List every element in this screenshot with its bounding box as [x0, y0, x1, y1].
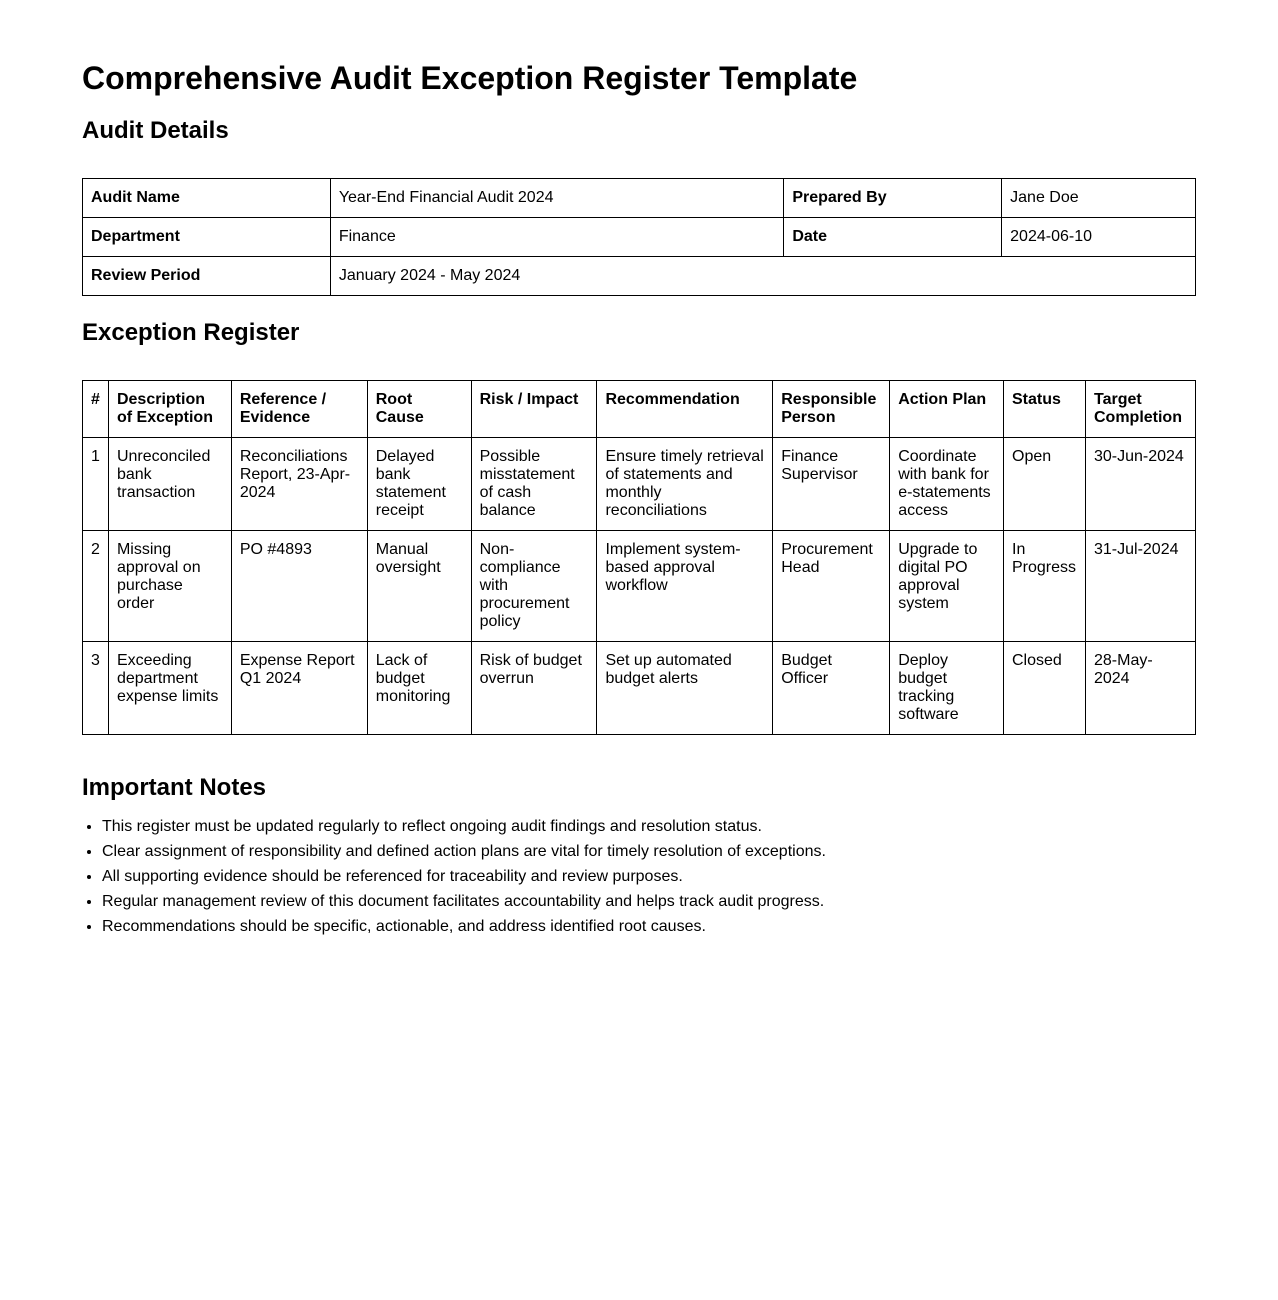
audit-details-row [83, 179, 1196, 218]
description-cell: Unreconciled bank transaction [108, 438, 231, 531]
column-header: Responsible Person [773, 381, 890, 438]
root-cause-cell: Manual oversight [367, 531, 471, 642]
reference-cell: Reconciliations Report, 23-Apr-2024 [231, 438, 367, 531]
column-header: Recommendation [597, 381, 773, 438]
risk-impact-cell: Risk of budget overrun [471, 642, 597, 735]
root-cause-cell: Delayed bank statement receipt [367, 438, 471, 531]
department-label: Department [83, 218, 331, 257]
description-cell: Missing approval on purchase order [108, 531, 231, 642]
exception-register-heading: Exception Register [82, 319, 300, 346]
column-header: Risk / Impact [471, 381, 597, 438]
document-page [82, 0, 1196, 939]
target-completion-cell: 30-Jun-2024 [1085, 438, 1195, 531]
date-label: Date [784, 218, 1002, 257]
column-header: Root Cause [367, 381, 471, 438]
recommendation-cell: Ensure timely retrieval of statements and monthly reconciliations [597, 438, 773, 531]
department-value: Finance [330, 218, 784, 257]
table-row [83, 531, 1196, 642]
audit-name-label: Audit Name [83, 179, 331, 218]
status-cell: Open [1004, 438, 1086, 531]
table-row [83, 642, 1196, 735]
column-header: # [83, 381, 109, 438]
recommendation-cell: Set up automated budget alerts [597, 642, 773, 735]
list-item: • Regular management review of this document facilitates accountability and helps track audit progress. [102, 889, 1196, 914]
audit-details-row [83, 218, 1196, 257]
status-cell: Closed [1004, 642, 1086, 735]
audit-name-value: Year-End Financial Audit 2024 [330, 179, 784, 218]
review-period-value: January 2024 - May 2024 [330, 257, 1195, 296]
review-period-label: Review Period [83, 257, 331, 296]
register-header-row [83, 381, 1196, 438]
audit-details-row [83, 257, 1196, 296]
root-cause-cell: Lack of budget monitoring [367, 642, 471, 735]
prepared-by-label: Prepared By [784, 179, 1002, 218]
risk-impact-cell: Possible misstatement of cash balance [471, 438, 597, 531]
row-number: 2 [83, 531, 109, 642]
description-cell: Exceeding department expense limits [108, 642, 231, 735]
audit-details-heading: Audit Details [82, 117, 229, 144]
prepared-by-value: Jane Doe [1002, 179, 1196, 218]
responsible-person-cell: Procurement Head [773, 531, 890, 642]
target-completion-cell: 28-May-2024 [1085, 642, 1195, 735]
list-item: • Recommendations should be specific, actionable, and address identified root causes. [102, 914, 1196, 939]
notes-list [82, 814, 1196, 939]
action-plan-cell: Upgrade to digital PO approval system [890, 531, 1004, 642]
row-number: 3 [83, 642, 109, 735]
audit-details-table [82, 178, 1196, 296]
reference-cell: Expense Report Q1 2024 [231, 642, 367, 735]
recommendation-cell: Implement system-based approval workflow [597, 531, 773, 642]
responsible-person-cell: Budget Officer [773, 642, 890, 735]
page-title: Comprehensive Audit Exception Register Template [82, 60, 858, 96]
risk-impact-cell: Non-compliance with procurement policy [471, 531, 597, 642]
list-item: • All supporting evidence should be referenced for traceability and review purposes. [102, 864, 1196, 889]
column-header: Reference / Evidence [231, 381, 367, 438]
reference-cell: PO #4893 [231, 531, 367, 642]
column-header: Action Plan [890, 381, 1004, 438]
action-plan-cell: Coordinate with bank for e-statements access [890, 438, 1004, 531]
column-header: Target Completion [1085, 381, 1195, 438]
exception-register-table [82, 380, 1196, 735]
column-header: Status [1004, 381, 1086, 438]
list-item: • Clear assignment of responsibility and defined action plans are vital for timely resolution of exceptions. [102, 839, 1196, 864]
list-item: • This register must be updated regularly to reflect ongoing audit findings and resolution status. [102, 814, 1196, 839]
date-value: 2024-06-10 [1002, 218, 1196, 257]
status-cell: In Progress [1004, 531, 1086, 642]
row-number: 1 [83, 438, 109, 531]
important-notes-heading: Important Notes [82, 774, 267, 801]
responsible-person-cell: Finance Supervisor [773, 438, 890, 531]
table-row [83, 438, 1196, 531]
target-completion-cell: 31-Jul-2024 [1085, 531, 1195, 642]
action-plan-cell: Deploy budget tracking software [890, 642, 1004, 735]
column-header: Description of Exception [108, 381, 231, 438]
